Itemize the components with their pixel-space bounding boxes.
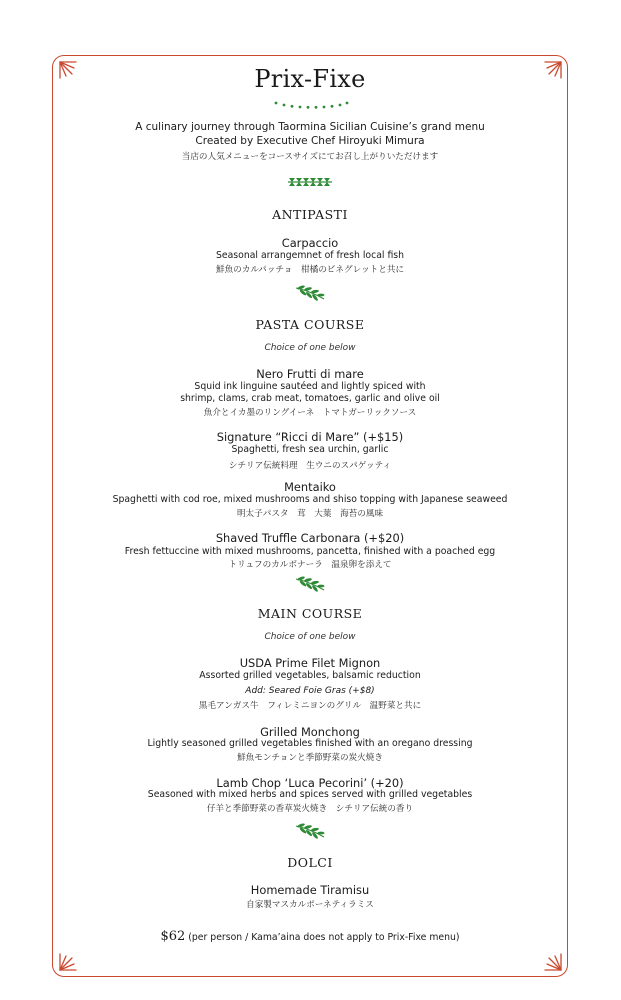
dish-name: Signature “Ricci di Mare” (+$15) bbox=[216, 430, 404, 444]
dish-japanese: 鮮魚のカルパッチョ 柑橘のビネグレットと共に bbox=[215, 265, 405, 275]
dish-name: Homemade Tiramisu bbox=[250, 883, 370, 897]
dish-name: Carpaccio bbox=[281, 236, 339, 250]
intro-line-2: Created by Executive Chef Hiroyuki Mimura bbox=[195, 135, 425, 147]
dish-description: Assorted grilled vegetables, balsamic reduction bbox=[199, 670, 421, 681]
dish-japanese: トリュフのカルボナーラ 温泉卵を添えて bbox=[228, 560, 392, 570]
section-heading-pasta: PASTA COURSE bbox=[255, 317, 365, 332]
section-heading-main: MAIN COURSE bbox=[257, 606, 363, 621]
corner-flourish-icon bbox=[58, 950, 80, 972]
dish-name: USDA Prime Filet Mignon bbox=[239, 656, 381, 670]
laurel-divider-icon bbox=[286, 176, 334, 188]
dish-description: Seasonal arrangemnet of fresh local fish bbox=[215, 250, 405, 261]
intro-line-1: A culinary journey through Taormina Sicilian Cuisine’s grand menu bbox=[135, 121, 485, 133]
dish-addon: Add: Seared Foie Gras (+$8) bbox=[245, 686, 375, 696]
dish-description: Lightly seasoned grilled vegetables finished with an oregano dressing bbox=[147, 738, 473, 749]
pasta-choice-note: Choice of one below bbox=[264, 343, 356, 353]
dish-description: Fresh fettuccine with mixed mushrooms, pancetta, finished with a poached egg bbox=[124, 546, 496, 557]
dish-japanese: 自家製マスカルポーネティラミス bbox=[246, 900, 374, 910]
intro-japanese: 当店の人気メニューをコースサイズにてお召し上がりいただけます bbox=[181, 152, 439, 162]
dish-japanese: 明太子パスタ 茸 大葉 海苔の風味 bbox=[236, 509, 384, 519]
leaf-sprig-icon bbox=[294, 823, 326, 839]
dish-name: Lamb Chop ‘Luca Pecorini’ (+20) bbox=[216, 776, 404, 790]
section-heading-antipasti: ANTIPASTI bbox=[272, 207, 348, 222]
dish-name: Mentaiko bbox=[284, 480, 336, 494]
dish-description: Spaghetti with cod roe, mixed mushrooms and shiso topping with Japanese seaweed bbox=[112, 494, 508, 505]
dish-description: Spaghetti, fresh sea urchin, garlic bbox=[231, 444, 389, 455]
dish-name: Grilled Monchong bbox=[260, 725, 360, 739]
dotted-arc-divider-icon bbox=[273, 101, 349, 109]
main-choice-note: Choice of one below bbox=[264, 632, 356, 642]
dish-japanese: シチリア伝統料理 生ウニのスパゲッティ bbox=[228, 461, 392, 471]
section-heading-dolci: DOLCI bbox=[287, 855, 333, 870]
dish-japanese: 仔羊と季節野菜の香草炭火焼き シチリア伝統の香り bbox=[206, 804, 414, 814]
dish-description: Seasoned with mixed herbs and spices served with grilled vegetables bbox=[147, 789, 473, 800]
corner-flourish-icon bbox=[541, 950, 563, 972]
dish-description: shrimp, clams, crab meat, tomatoes, garlic and olive oil bbox=[180, 393, 440, 404]
page-title: Prix-Fixe bbox=[254, 65, 366, 93]
dish-name: Nero Frutti di mare bbox=[256, 367, 364, 381]
dish-japanese: 鮮魚モンチョンと季節野菜の炭火焼き bbox=[237, 753, 383, 763]
course-price: $62 bbox=[160, 929, 186, 944]
dish-description: Squid ink linguine sautéed and lightly spiced with bbox=[194, 381, 426, 392]
price-line bbox=[52, 929, 568, 944]
leaf-sprig-icon bbox=[294, 285, 326, 301]
price-note: (per person / Kama’aina does not apply to Prix-Fixe menu) bbox=[188, 932, 460, 943]
dish-name: Shaved Truffle Carbonara (+$20) bbox=[215, 531, 405, 545]
dish-japanese: 魚介とイカ墨のリングイーネ トマトガーリックソース bbox=[203, 408, 417, 418]
leaf-sprig-icon bbox=[294, 576, 326, 592]
dish-japanese: 黒毛アンガス牛 フィレミニヨンのグリル 温野菜と共に bbox=[198, 701, 422, 711]
